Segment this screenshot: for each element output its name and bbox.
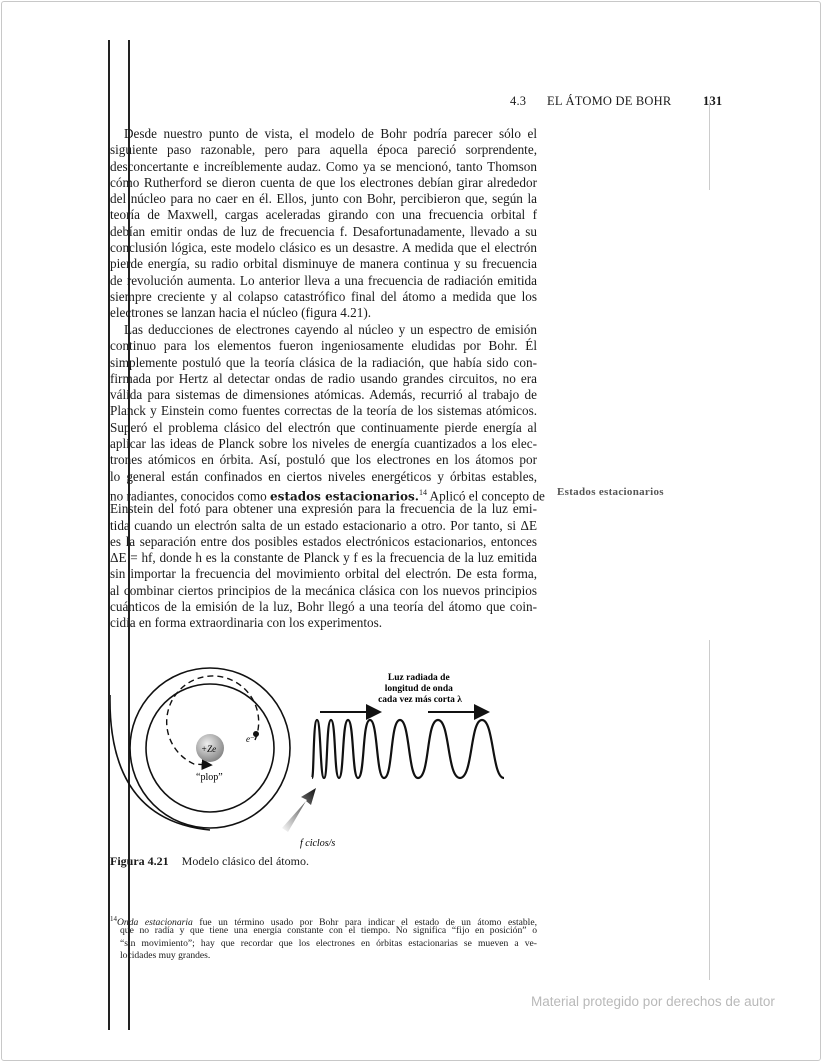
footnote — [110, 913, 537, 963]
text-line: Planck y Einstein como fuentes correctas de la teoría de los sistemas atómicos. — [110, 403, 537, 419]
chapter-title: EL ÁTOMO DE BOHR — [547, 94, 672, 108]
text-line: siempre creciente y al colapso catastrófico final del átomo a medida que los — [110, 288, 537, 304]
text-line: electrones se lanzan hacia el núcleo (figura 4.21). — [110, 305, 372, 321]
figure-caption — [110, 854, 309, 869]
text-line: que no radía y que tiene una energía constante con el tiempo. No significa “fijo en posición” o — [120, 925, 537, 937]
text: no radiantes, conocidos como — [110, 488, 271, 504]
text-line: fue un término usado por Bohr para indicar el estado de un átomo estable, — [192, 917, 538, 929]
text-line: desconcertante e increíblemente audaz. Como ya se mencionó, tanto Thomson — [110, 158, 537, 174]
text-line: sin importar la frecuencia del movimiento orbital del electrón. De esta forma, — [110, 566, 537, 582]
text-line: tida cuando un electrón salta de un estado estacionario a otro. Por tanto, si ΔE — [110, 517, 537, 533]
page-number: 131 — [703, 94, 723, 108]
text-line: del núcleo para no caer en él. Ellos, junto con Bohr, percibieron que, según la — [110, 191, 537, 207]
nucleus-label: +Ze — [201, 744, 217, 754]
chirped-wave — [312, 720, 504, 778]
text-line: locidades muy grandes. — [120, 950, 211, 962]
text-line: Las deducciones de electrones cayendo al núcleo y un espectro de emisión — [124, 322, 537, 337]
text-line: continuo para los elementos fueron ingeniosamente eludidas por Bohr. Él — [110, 338, 537, 354]
text-line: simplemente postuló que la teoría clásica de la radiación, que había sido con- — [110, 354, 537, 370]
margin-mark — [709, 100, 710, 190]
text-line: pierde energía, su radio orbital disminuye de manera continua y su frecuencia — [110, 256, 537, 272]
text-line: aplicar las ideas de Planck sobre los niveles de energía cuantizados a los elec- — [110, 436, 537, 452]
text-line: cidía en forma extraordinaria con los experimentos. — [110, 615, 383, 631]
text-line: al combinar ciertos principios de la mecánica clásica con los nuevos principios — [110, 582, 537, 598]
text-line: debían emitir ondas de luz de frecuencia f. Desafortunadamente, llevado a su — [110, 223, 537, 239]
figure-number: Figura 4.21 — [110, 854, 169, 868]
margin-note: Estados estacionarios — [557, 486, 664, 498]
copyright-watermark: Material protegido por derechos de autor — [531, 994, 775, 1009]
text-line-with-term — [110, 485, 545, 504]
atom-figure — [110, 660, 530, 855]
plop-label: “plop” — [196, 772, 223, 783]
text-line: ΔE = hf, donde h es la constante de Planck y f es la frecuencia de la luz emitida — [110, 550, 537, 566]
figure-title: Modelo clásico del átomo. — [181, 854, 309, 868]
text-line: trones atómicos en órbita. Así, postuló que los electrones en los átomos por — [110, 452, 537, 468]
frequency-label: f ciclos/s — [300, 838, 336, 849]
light-label: Luz radiada de longitud de onda cada vez más corta λ — [378, 673, 462, 705]
text-line: teoría de Maxwell, cargas aceleradas girando con una frecuencia orbital f — [110, 207, 537, 223]
text-line: Einstein del fotó para obtener una expresión para la frecuencia de la luz emi- — [110, 501, 537, 517]
text-line: de revolución aumenta. Lo anterior lleva a una frecuencia de radiación emitida — [110, 272, 537, 288]
frequency-arrow — [282, 788, 316, 832]
footnote-mark: 14 — [110, 915, 117, 923]
section-number: 4.3 — [510, 94, 527, 108]
text-line: válida para sistemas de dimensiones atómicas. Además, recurrió al trabajo de — [110, 387, 537, 403]
footnote-term: Onda estacionaria — [117, 917, 193, 929]
electron-label: e⁻ — [246, 734, 255, 744]
text-line: Desde nuestro punto de vista, el modelo de Bohr podría parecer sólo el — [124, 126, 537, 141]
text-line: es la separación entre dos posibles estados electrónicos estacionarios, entonces — [110, 533, 537, 549]
margin-mark — [709, 640, 710, 980]
text-line: cómo Rutherford se dieron cuenta de que los electrones debían girar alrededor — [110, 174, 537, 190]
paragraph-2 — [110, 322, 545, 632]
paragraph-1 — [110, 126, 537, 322]
text-line: lo general están confinados en ciertos niveles energéticos y órbitas estables, — [110, 468, 537, 484]
text-line: siguiente paso razonable, pero para aquella época pareció sorprendente, — [110, 142, 537, 158]
text: Aplicó el concepto de — [426, 488, 545, 504]
text-line: conclusión lógica, este modelo clásico es un desastre. A medida que el electrón — [110, 240, 537, 256]
text-line: “sin movimiento”; hay que recordar que los electrones en órbitas estacionarias se mueven a ve- — [120, 937, 537, 949]
text-line: cuánticos de la emisión de la luz, Bohr llegó a una teoría del átomo que coin- — [110, 599, 537, 615]
text-line: firmada por Hertz al detectar ondas de radio usando grandes circuitos, no era — [110, 370, 537, 386]
footnote-ref: 14 — [418, 487, 427, 497]
text-line: Superó el problema clásico del electrón que continuamente pierde energía al — [110, 419, 537, 435]
key-term: estados estacionarios. — [270, 489, 419, 504]
